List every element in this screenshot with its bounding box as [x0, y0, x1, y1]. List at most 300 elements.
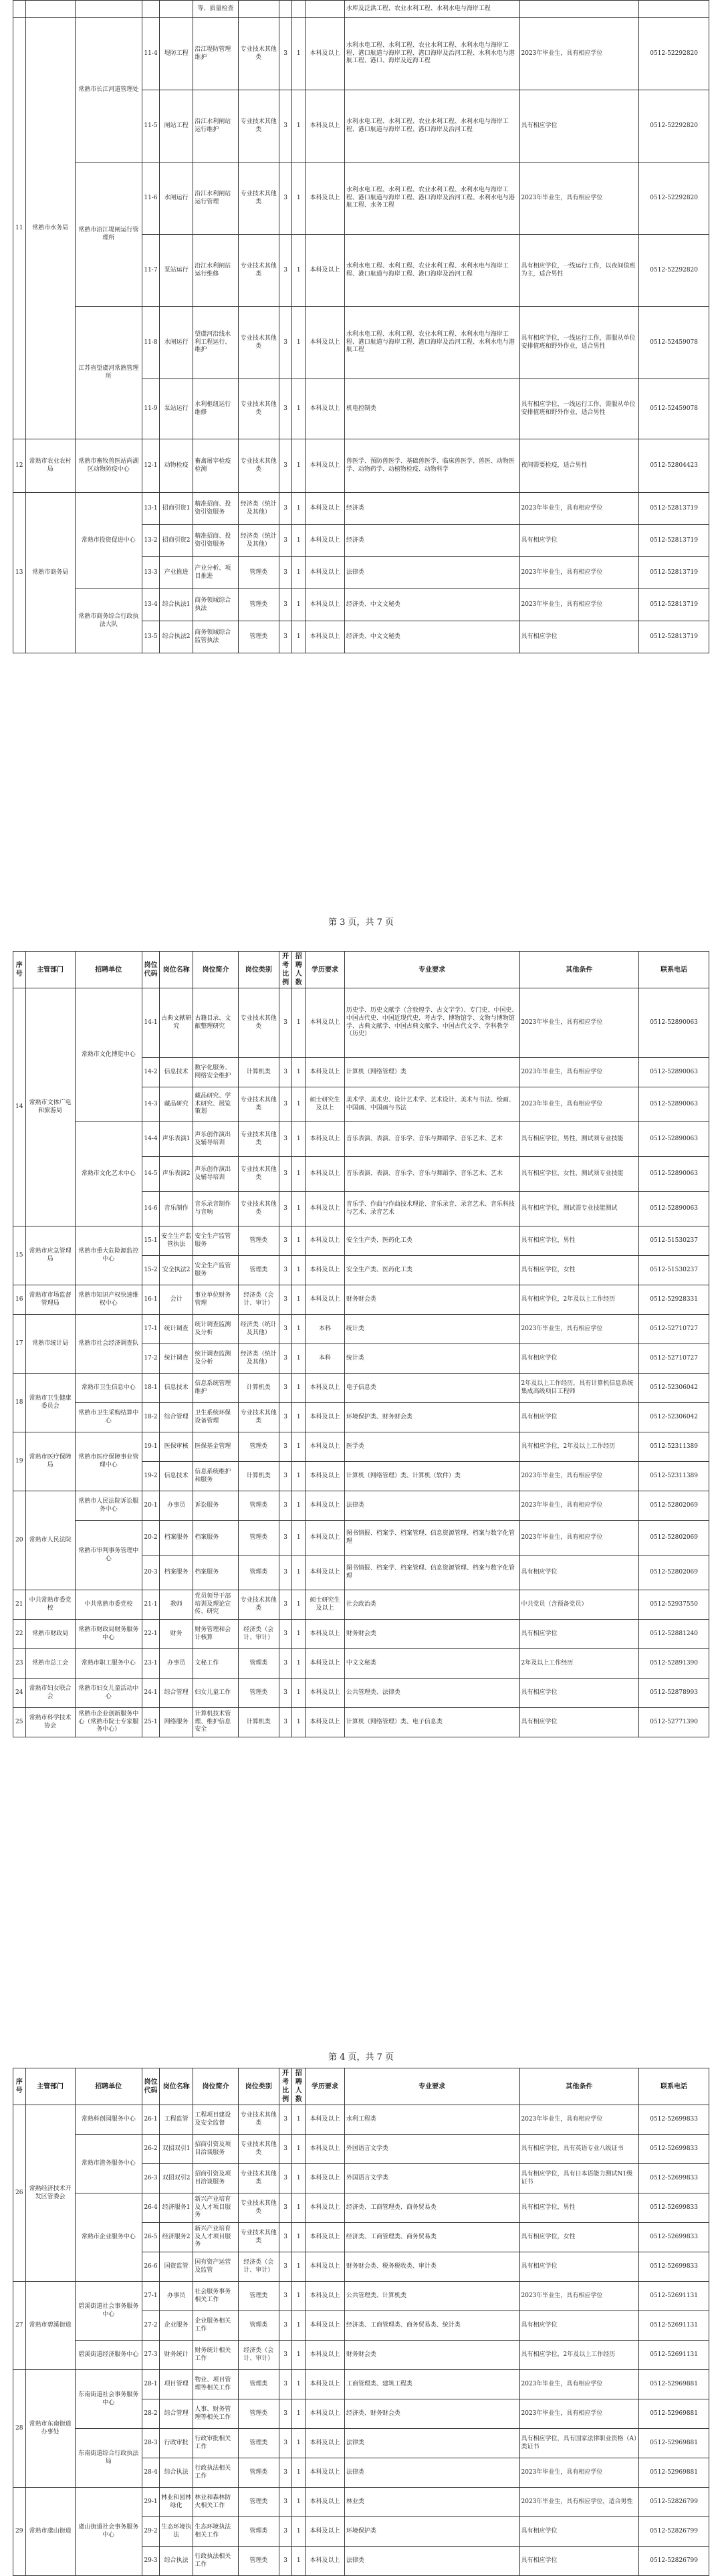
- table-row: [13, 1679, 709, 1708]
- cell-jianjie: 林业和森林防火相关工作: [193, 2488, 239, 2517]
- cell-name: 林业和园林绿化: [160, 2488, 193, 2517]
- cell-jianjie: 沿江水利闸站运行维护: [193, 90, 239, 163]
- cell-edu: 本科及以上: [306, 1679, 345, 1708]
- cell-tel: 0512-52802069: [639, 1491, 709, 1521]
- cell-zhuanye: 经济类: [344, 525, 519, 557]
- cell-tel: 0512-52311389: [639, 1462, 709, 1491]
- cell-seq: 19: [13, 1432, 26, 1491]
- cell-qita: 2023年毕业生，具有相应学位: [519, 1462, 639, 1491]
- cell-name: 综合管理: [160, 2399, 193, 2429]
- cell-cat: 管理类: [238, 1432, 279, 1462]
- cell-cat: 专业技术其他类: [238, 307, 279, 379]
- cell-cat: 专业技术其他类: [238, 2193, 279, 2223]
- cell-tel: 0512-52813719: [639, 557, 709, 589]
- cell-zhuanye: 工商管理类、建筑工程类: [344, 2370, 519, 2399]
- cell-unit: 常熟市港务服务中心: [75, 2135, 142, 2193]
- cell-name: 档案服务: [160, 1555, 193, 1590]
- cell-num: 1: [292, 1462, 306, 1491]
- cell-tel: 0512-52292820: [639, 235, 709, 307]
- cell-zhuanye: 法律类: [344, 2429, 519, 2458]
- cell-edu: 硕士研究生及以上: [306, 1087, 345, 1122]
- table-row: [13, 2488, 709, 2517]
- cell-num: 1: [292, 525, 306, 557]
- cell-qita: 具有相应学位，男性: [519, 2193, 639, 2223]
- cell-jianjie: 妇女儿童工作: [193, 1679, 239, 1708]
- cell-edu: 本科及以上: [306, 2223, 345, 2252]
- cell-num: 1: [292, 2488, 306, 2517]
- cell-num: 1: [292, 1679, 306, 1708]
- cell-code: 14-3: [142, 1087, 159, 1122]
- cell-name: 财务: [160, 1620, 193, 1649]
- cell-zhuanye: 经济类、工商管理类、商务贸易类、统计类: [344, 2311, 519, 2341]
- cell-code: 11-8: [142, 307, 159, 379]
- cell-cat: 经济类（会计、审计）: [238, 1620, 279, 1649]
- cell-edu: 本科及以上: [306, 1403, 345, 1432]
- cell-code: 26-1: [142, 2105, 159, 2135]
- cell-zhuanye: 安全生产类、医药化工类: [344, 1226, 519, 1256]
- column-header: 序号: [13, 952, 26, 988]
- table-row: [13, 1374, 709, 1403]
- cell-unit: 常熟市畜牧兽医站尚湖区动物防疫中心: [75, 439, 142, 493]
- cell-edu: [306, 1, 345, 18]
- cell-zhuanye: 法律类: [344, 2547, 519, 2576]
- cell-zhuanye: 水利水电工程、水利工程、农业水利工程、水利水电与海岸工程、港口航道与海岸工程、港口海岸及治河工程: [344, 90, 519, 163]
- cell-ratio: 3: [279, 1403, 292, 1432]
- cell-name: 声乐表演1: [160, 1122, 193, 1157]
- cell-code: 12-1: [142, 439, 159, 493]
- cell-zhuanye: 经济类: [344, 493, 519, 525]
- cell-name: 堤防工程: [160, 18, 193, 90]
- cell-ratio: 3: [279, 1285, 292, 1315]
- cell-name: 生态环境执法: [160, 2517, 193, 2547]
- cell-jianjie: 精准招商、投资引资服务: [193, 493, 239, 525]
- cell-edu: 本科及以上: [306, 988, 345, 1058]
- cell-seq: 12: [13, 439, 26, 493]
- cell-code: 26-6: [142, 2252, 159, 2282]
- cell-tel: 0512-52890063: [639, 1087, 709, 1122]
- cell-cat: 专业技术其他类: [238, 90, 279, 163]
- cell-num: 1: [292, 2517, 306, 2547]
- cell-cat: [238, 1, 279, 18]
- cell-jianjie: 计算机技术管理、维护信息安全: [193, 1708, 239, 1737]
- column-header: 岗位名称: [160, 2068, 193, 2105]
- cell-num: 1: [292, 2547, 306, 2576]
- cell-seq: 24: [13, 1679, 26, 1708]
- cell-num: 1: [292, 2105, 306, 2135]
- cell-num: 1: [292, 1315, 306, 1344]
- cell-qita: 具有相应学位: [519, 1620, 639, 1649]
- table-row: [13, 1285, 709, 1315]
- cell-zhuanye: 历史学、历史文献学（含敦煌学、古文字学）、专门史、中国史、中国古代史、中国近现代史、考古学、博物馆学、文物与博物馆学、古典文献学、中国古典文献学、中国古代文学、学科教学（历史）: [344, 988, 519, 1058]
- table-row: [13, 2105, 709, 2135]
- cell-qita: 2023年毕业生，具有相应学位: [519, 1521, 639, 1555]
- cell-dept: 常熟市水务局: [25, 18, 75, 439]
- cell-edu: 本科及以上: [306, 2311, 345, 2341]
- cell-tel: 0512-52802069: [639, 1521, 709, 1555]
- column-header: 招聘人数: [292, 952, 306, 988]
- page-3-footer: 第 3 页，共 7 页: [328, 918, 394, 928]
- cell-qita: 2023年毕业生，具有相应学位: [519, 1491, 639, 1521]
- cell-jianjie: 等、质量检查: [193, 1, 239, 18]
- cell-unit: 常熟市医疗保障事业管理中心: [75, 1432, 142, 1491]
- cell-cat: 经济类（统计及其他）: [238, 525, 279, 557]
- cell-edu: 本科及以上: [306, 1256, 345, 1285]
- cell-num: 1: [292, 1058, 306, 1087]
- cell-edu: 本科及以上: [306, 235, 345, 307]
- cell-qita: 具有相应学位: [519, 2311, 639, 2341]
- cell-edu: 本科及以上: [306, 18, 345, 90]
- cell-ratio: 3: [279, 2282, 292, 2311]
- cell-ratio: 3: [279, 557, 292, 589]
- cell-tel: 0512-52826799: [639, 2488, 709, 2517]
- cell-num: 1: [292, 1192, 306, 1226]
- cell-ratio: 3: [279, 2164, 292, 2193]
- cell-jianjie: 畜禽屠宰检疫检测: [193, 439, 239, 493]
- cell-tel: 0512-52306042: [639, 1374, 709, 1403]
- cell-tel: 0512-52937550: [639, 1590, 709, 1620]
- cell-edu: 本科及以上: [306, 1620, 345, 1649]
- cell-unit: 虞山街道社会事务服务中心: [75, 2488, 142, 2576]
- cell-qita: 2023年毕业生，具有相应学位: [519, 2399, 639, 2429]
- cell-unit: 碧溪街道社会事务服务中心: [75, 2282, 142, 2341]
- cell-edu: 本科及以上: [306, 1192, 345, 1226]
- cell-name: 会计: [160, 1285, 193, 1315]
- cell-zhuanye: 电子信息类: [344, 1374, 519, 1403]
- cell-name: 综合管理: [160, 1679, 193, 1708]
- cell-code: 14-6: [142, 1192, 159, 1226]
- cell-ratio: 3: [279, 1374, 292, 1403]
- cell-ratio: 3: [279, 2547, 292, 2576]
- cell-name: 招商引资1: [160, 493, 193, 525]
- cell-unit: 常熟市企业服务中心: [75, 2193, 142, 2282]
- cell-tel: 0512-52699833: [639, 2252, 709, 2282]
- cell-edu: 本科及以上: [306, 307, 345, 379]
- cell-zhuanye: 音乐表演、表演、音乐学、音乐与舞蹈学、音乐艺术、艺术: [344, 1157, 519, 1192]
- cell-qita: 具有相应学位: [519, 1403, 639, 1432]
- cell-jianjie: 藏品研究、学术研究、展览策划: [193, 1087, 239, 1122]
- cell-code: 29-1: [142, 2488, 159, 2517]
- cell-name: 综合执法1: [160, 589, 193, 621]
- cell-code: 28-2: [142, 2399, 159, 2429]
- cell-ratio: 3: [279, 90, 292, 163]
- cell-cat: 专业技术其他类: [238, 988, 279, 1058]
- cell-edu: 本科及以上: [306, 2135, 345, 2164]
- cell-tel: 0512-52306042: [639, 1403, 709, 1432]
- cell-dept: 常熟市文体广电和旅游局: [25, 988, 75, 1226]
- cell-zhuanye: 音乐表演、表演、音乐学、音乐与舞蹈学、音乐艺术、艺术: [344, 1122, 519, 1157]
- cell-name: 国资监管: [160, 2252, 193, 2282]
- cell-num: 1: [292, 2282, 306, 2311]
- table-row: [13, 589, 709, 621]
- cell-ratio: 3: [279, 235, 292, 307]
- cell-zhuanye: 社会政治类: [344, 1590, 519, 1620]
- cell-tel: 0512-52771390: [639, 1708, 709, 1737]
- cell-jianjie: 沿江水利闸站运行管理: [193, 163, 239, 235]
- cell-num: 1: [292, 2252, 306, 2282]
- cell-num: 1: [292, 2399, 306, 2429]
- cell-tel: 0512-52804423: [639, 439, 709, 493]
- cell-name: 综合管理: [160, 1403, 193, 1432]
- cell-tel: 0512-52928331: [639, 1285, 709, 1315]
- cell-qita: 具有相应学位，一线运行工作，以夜间值班为主，适合男性: [519, 235, 639, 307]
- cell-qita: 具有相应学位，男性: [519, 1226, 639, 1256]
- cell-zhuanye: 图书情报、档案学、档案管理、信息资源管理、档案与数字化管理: [344, 1555, 519, 1590]
- cell-unit: 常熟市知识产权快速维权中心: [75, 1285, 142, 1315]
- cell-zhuanye: 法律类: [344, 2458, 519, 2488]
- cell-code: 21-1: [142, 1590, 159, 1620]
- cell-name: 信息技术: [160, 1058, 193, 1087]
- cell-jianjie: 招商引资及项目洽谈服务: [193, 2164, 239, 2193]
- cell-cat: 管理类: [238, 2488, 279, 2517]
- cell-qita: 具有相应学位，2年及以上工作经历: [519, 1285, 639, 1315]
- cell-tel: 0512-52802069: [639, 1555, 709, 1590]
- cell-num: 1: [292, 2341, 306, 2370]
- cell-edu: 本科及以上: [306, 2282, 345, 2311]
- cell-jianjie: 生态环境执法相关工作: [193, 2517, 239, 2547]
- cell-cat: 管理类: [238, 621, 279, 653]
- cell-seq: 27: [13, 2282, 26, 2370]
- table-row: [13, 2341, 709, 2370]
- cell-cat: 专业技术其他类: [238, 2164, 279, 2193]
- cell-num: 1: [292, 988, 306, 1058]
- cell-dept: 常熟市医疗保障局: [25, 1432, 75, 1491]
- cell-unit: 常熟市财政局财务服务中心: [75, 1620, 142, 1649]
- cell-edu: 本科及以上: [306, 2370, 345, 2399]
- cell-edu: 本科及以上: [306, 2458, 345, 2488]
- table-header-row: [13, 2068, 709, 2105]
- cell-num: 1: [292, 1620, 306, 1649]
- cell-code: 28-3: [142, 2429, 159, 2458]
- cell-zhuanye: 安全生产类、医药化工类: [344, 1256, 519, 1285]
- cell-edu: 本科及以上: [306, 1649, 345, 1679]
- cell-jianjie: 精准招商、投资引资服务: [193, 525, 239, 557]
- cell-zhuanye: 财务财会类: [344, 1285, 519, 1315]
- column-header: 主管部门: [25, 952, 75, 988]
- cell-num: 1: [292, 18, 306, 90]
- cell-jianjie: 行政执法相关工作: [193, 2547, 239, 2576]
- cell-code: 20-1: [142, 1491, 159, 1521]
- table-row: [13, 2135, 709, 2164]
- cell-code: 11-9: [142, 379, 159, 439]
- cell-name: 企业服务: [160, 2311, 193, 2341]
- cell-ratio: 3: [279, 1315, 292, 1344]
- cell-dept: 常熟市人民法院: [25, 1491, 75, 1590]
- cell-qita: 2023年毕业生，具有相应学位: [519, 988, 639, 1058]
- cell-cat: 管理类: [238, 557, 279, 589]
- cell-jianjie: 医保基金管理: [193, 1432, 239, 1462]
- cell-cat: 管理类: [238, 2311, 279, 2341]
- cell-ratio: 3: [279, 2517, 292, 2547]
- cell-num: 1: [292, 439, 306, 493]
- cell-name: 医保审核: [160, 1432, 193, 1462]
- cell-num: 1: [292, 621, 306, 653]
- cell-cat: 管理类: [238, 1226, 279, 1256]
- cell-dept: 常熟市妇女联合会: [25, 1679, 75, 1708]
- cell-name: 教师: [160, 1590, 193, 1620]
- column-header: 其他条件: [519, 2068, 639, 2105]
- cell-edu: 本科及以上: [306, 439, 345, 493]
- cell-qita: 具有相应学位: [519, 2252, 639, 2282]
- cell-name: 经济服务1: [160, 2193, 193, 2223]
- cell-tel: 0512-51530237: [639, 1256, 709, 1285]
- cell-code: 26-2: [142, 2135, 159, 2164]
- cell-code: 22-1: [142, 1620, 159, 1649]
- cell-qita: 具有相应学位: [519, 2517, 639, 2547]
- cell-cat: 管理类: [238, 1521, 279, 1555]
- table-row: [13, 2429, 709, 2458]
- cell-zhuanye: 林业类: [344, 2488, 519, 2517]
- cell-num: 1: [292, 2458, 306, 2488]
- cell-zhuanye: 经济类、财务财会类: [344, 2399, 519, 2429]
- cell-code: 15-1: [142, 1226, 159, 1256]
- cell-num: 1: [292, 1374, 306, 1403]
- cell-qita: 2023年毕业生，具有相应学位: [519, 493, 639, 525]
- cell-jianjie: 新兴产业培育及人才项目服务: [193, 2223, 239, 2252]
- cell-num: 1: [292, 163, 306, 235]
- cell-tel: 0512-52699833: [639, 2193, 709, 2223]
- cell-seq: 14: [13, 988, 26, 1226]
- cell-unit: 常熟市职工服务中心: [75, 1649, 142, 1679]
- cell-edu: 本科及以上: [306, 1374, 345, 1403]
- cell-ratio: 3: [279, 1432, 292, 1462]
- cell-name: 综合执法: [160, 2458, 193, 2488]
- cell-jianjie: 国有资产运营及监管: [193, 2252, 239, 2282]
- cell-zhuanye: 经济类、工商管理类、商务贸易类: [344, 2223, 519, 2252]
- column-header: 岗位类别: [238, 2068, 279, 2105]
- cell-cat: 专业技术其他类: [238, 439, 279, 493]
- cell-ratio: 3: [279, 621, 292, 653]
- table-header-row: [13, 952, 709, 988]
- cell-zhuanye: 水利水电工程、水利工程、农业水利工程、水利水电与海岸工程、港口航道与海岸工程、港口海岸及治河工程: [344, 235, 519, 307]
- cell-code: 18-2: [142, 1403, 159, 1432]
- table-row: [13, 439, 709, 493]
- cell-tel: 0512-52292820: [639, 163, 709, 235]
- cell-tel: 0512-52459078: [639, 379, 709, 439]
- cell-cat: 专业技术其他类: [238, 2135, 279, 2164]
- cell-num: [292, 1, 306, 18]
- cell-dept: 常熟市总工会: [25, 1649, 75, 1679]
- cell-jianjie: 信息系统管理维护: [193, 1374, 239, 1403]
- cell-name: 行政审批: [160, 2429, 193, 2458]
- cell-tel: 0512-52891390: [639, 1649, 709, 1679]
- cell-qita: 2年及以上工作经历: [519, 1649, 639, 1679]
- cell-jianjie: 安全生产监管服务: [193, 1226, 239, 1256]
- cell-num: 1: [292, 589, 306, 621]
- cell-name: 信息技术: [160, 1462, 193, 1491]
- cell-zhuanye: 计算机（网络管理）类: [344, 1058, 519, 1087]
- cell-ratio: 3: [279, 2105, 292, 2135]
- cell-zhuanye: 公共管理类、法律类: [344, 1679, 519, 1708]
- cell-tel: 0512-52311389: [639, 1432, 709, 1462]
- cell-name: 经济服务2: [160, 2223, 193, 2252]
- cell-unit: 常熟科创园服务中心: [75, 2105, 142, 2135]
- cell-ratio: 3: [279, 307, 292, 379]
- cell-code: 14-5: [142, 1157, 159, 1192]
- cell-ratio: 3: [279, 1226, 292, 1256]
- cell-code: 13-1: [142, 493, 159, 525]
- cell-tel: 0512-52699833: [639, 2223, 709, 2252]
- column-header: 岗位代码: [142, 2068, 159, 2105]
- cell-jianjie: 望虞河沿线水利工程运行、维护: [193, 307, 239, 379]
- cell-edu: 本科及以上: [306, 379, 345, 439]
- cell-edu: 本科及以上: [306, 1708, 345, 1737]
- table-row: [13, 988, 709, 1058]
- cell-ratio: 3: [279, 2135, 292, 2164]
- cell-cat: 专业技术其他类: [238, 1157, 279, 1192]
- cell-zhuanye: 水利工程类: [344, 2105, 519, 2135]
- cell-tel: 0512-52813719: [639, 493, 709, 525]
- cell-tel: 0512-52969881: [639, 2370, 709, 2399]
- cell-jianjie: 事业单位财务管理: [193, 1285, 239, 1315]
- cell-qita: 2023年毕业生，具有相应学位: [519, 2105, 639, 2135]
- cell-ratio: 3: [279, 1521, 292, 1555]
- cell-zhuanye: 外国语言文学类: [344, 2135, 519, 2164]
- cell-num: 1: [292, 1555, 306, 1590]
- cell-cat: 管理类: [238, 589, 279, 621]
- cell-name: 信息技术: [160, 1374, 193, 1403]
- cell-code: 11-7: [142, 235, 159, 307]
- cell-code: 13-2: [142, 525, 159, 557]
- cell-num: 1: [292, 2135, 306, 2164]
- cell-dept: 常熟市市场监督管理局: [25, 1285, 75, 1315]
- cell-zhuanye: 法律类: [344, 557, 519, 589]
- cell-jianjie: 招商引资及项目洽谈服务: [193, 2135, 239, 2164]
- cell-edu: 本科及以上: [306, 621, 345, 653]
- cell-jianjie: 声乐创作演出及辅导培训: [193, 1157, 239, 1192]
- cell-num: 1: [292, 2164, 306, 2193]
- cell-code: 20-3: [142, 1555, 159, 1590]
- cell-code: 28-1: [142, 2370, 159, 2399]
- cell-jianjie: 文秘工作: [193, 1649, 239, 1679]
- cell-code: 27-1: [142, 2282, 159, 2311]
- column-header: 招聘人数: [292, 2068, 306, 2105]
- cell-code: 27-3: [142, 2341, 159, 2370]
- cell-cat: 管理类: [238, 2458, 279, 2488]
- cell-edu: 本科及以上: [306, 1462, 345, 1491]
- cell-tel: 0512-52710727: [639, 1344, 709, 1374]
- cell-qita: 具有相应学位，一线运行工作，需服从单位安排值班和野外作业，适合男性: [519, 307, 639, 379]
- cell-cat: 专业技术其他类: [238, 18, 279, 90]
- cell-ratio: 3: [279, 2341, 292, 2370]
- cell-cat: 经济类（会计、审计）: [238, 2252, 279, 2282]
- cell-name: 综合执法: [160, 2547, 193, 2576]
- cell-qita: 具有相应学位: [519, 1344, 639, 1374]
- cell-unit: 江苏省望虞河常熟管理所: [75, 307, 142, 439]
- cell-name: 统计调查: [160, 1315, 193, 1344]
- cell-dept: 常熟市应急管理局: [25, 1226, 75, 1285]
- table-row: [13, 18, 709, 90]
- cell-cat: 管理类: [238, 2399, 279, 2429]
- cell-ratio: 3: [279, 1087, 292, 1122]
- cell-cat: 计算机类: [238, 1462, 279, 1491]
- cell-qita: 2023年毕业生，具有相应学位: [519, 163, 639, 235]
- cell-edu: 本科及以上: [306, 589, 345, 621]
- cell-tel: 0512-52878993: [639, 1679, 709, 1708]
- cell-code: 27-2: [142, 2311, 159, 2341]
- cell-ratio: 3: [279, 2399, 292, 2429]
- cell-name: 办事员: [160, 2282, 193, 2311]
- cell-qita: 中共党员（含预备党员）: [519, 1590, 639, 1620]
- cell-zhuanye: 统计类: [344, 1315, 519, 1344]
- cell-edu: 本科及以上: [306, 2547, 345, 2576]
- cell-tel: 0512-52292820: [639, 18, 709, 90]
- cell-code: 19-1: [142, 1432, 159, 1462]
- table-row: [13, 1620, 709, 1649]
- cell-cat: 经济类（统计及其他）: [238, 1344, 279, 1374]
- table-row: [13, 1708, 709, 1737]
- cell-qita: 具有相应学位，女性，测试须专业技能: [519, 1157, 639, 1192]
- cell-ratio: 3: [279, 1157, 292, 1192]
